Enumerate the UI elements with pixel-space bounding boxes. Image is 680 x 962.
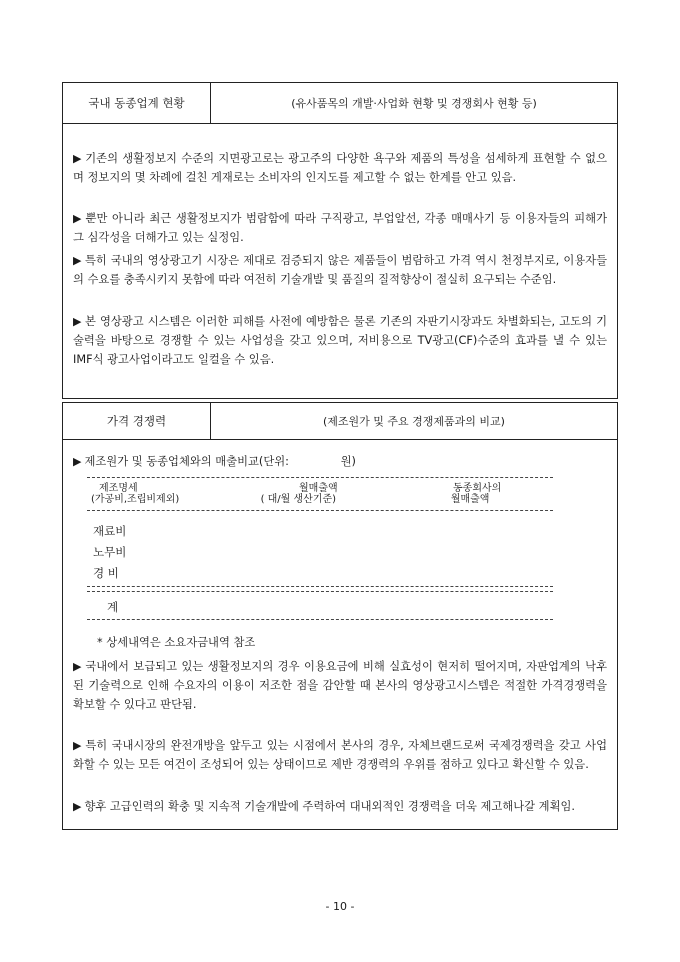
section-title: 국내 동종업계 현황 bbox=[63, 83, 211, 123]
paragraph-text: 기존의 생활정보지 수준의 지면광고로는 광고주의 다양한 욕구와 제품의 특성을 섬세하게 표현할 수 없으며 정보지의 몇 차례에 걸친 게재로는 소비자의 인지도를 제고할 수 없는 한계를 안고 있음. bbox=[73, 152, 607, 184]
bullet-triangle-icon: ▶ bbox=[73, 152, 83, 165]
section-header bbox=[63, 83, 617, 124]
table-row: 재료비 bbox=[93, 524, 127, 538]
table-row: 노무비 bbox=[93, 545, 127, 559]
section-price-competitiveness bbox=[62, 402, 618, 830]
table-rule bbox=[87, 586, 553, 587]
table-rule bbox=[87, 591, 553, 592]
paragraph-text: 특히 국내의 영상광고기 시장은 제대로 검증되지 않은 제품들이 범람하고 가격 역시 천정부지로, 이용자들의 수요를 충족시키지 못함에 따라 여전히 기술개발 및 품질의 질적향상이 절실히 요구되는 수준임. bbox=[73, 254, 607, 286]
bullet-triangle-icon: ▶ bbox=[73, 739, 83, 752]
column-header-line: 제조명세 bbox=[99, 483, 138, 494]
bullet-triangle-icon: ▶ bbox=[73, 212, 83, 225]
paragraph bbox=[73, 312, 607, 369]
section-domestic-industry bbox=[62, 82, 618, 399]
paragraph-text: 뿐만 아니라 최근 생활정보지가 범람함에 따라 구직광고, 부업알선, 각종 매매사기 등 이용자들의 피해가 그 심각성을 더해가고 있는 실정임. bbox=[73, 212, 607, 244]
bullet-triangle-icon: ▶ bbox=[73, 254, 82, 267]
table-rule bbox=[87, 477, 553, 478]
paragraph bbox=[73, 251, 607, 289]
paragraph bbox=[73, 657, 607, 714]
section-header bbox=[63, 403, 617, 440]
paragraph bbox=[73, 797, 607, 816]
section-note: (제조원가 및 주요 경쟁제품과의 비교) bbox=[323, 415, 505, 428]
paragraph-text: 국내에서 보급되고 있는 생활정보지의 경우 이용요금에 비해 실효성이 현저히 떨어지며, 자판업계의 낙후된 기술력으로 인해 수요자의 이용이 저조한 점을 감안할 때 본사의 영상광고시스템은 적절한 가격경쟁력을 확보할 수 있다고 판단됨. bbox=[73, 660, 607, 711]
column-header-line: ( 대/월 생산기준) bbox=[260, 494, 337, 505]
bullet-triangle-icon: ▶ bbox=[73, 660, 83, 673]
bullet-triangle-icon: ▶ bbox=[73, 315, 82, 328]
paragraph-text: 특히 국내시장의 완전개방을 앞두고 있는 시점에서 본사의 경우, 자체브랜드로써 국제경쟁력을 갖고 사업화할 수 있는 모든 여건이 조성되어 있는 상태이므로 제반 경쟁력의 우위를 점하고 있다고 확신할 수 있음. bbox=[73, 739, 607, 771]
column-header-line: (가공비,조립비제외) bbox=[91, 494, 180, 505]
column-header-competitor-sales bbox=[439, 483, 501, 505]
column-header-line: 월매출액 bbox=[450, 494, 490, 505]
table-caption bbox=[73, 453, 356, 469]
column-header-spec bbox=[91, 483, 179, 505]
column-header-line: 월매출액 bbox=[299, 483, 338, 494]
paragraph bbox=[73, 149, 607, 187]
paragraph-text: 향후 고급인력의 확충 및 지속적 기술개발에 주력하여 대내외적인 경쟁력을 더욱 제고해나갈 계획임. bbox=[84, 800, 575, 813]
paragraph-text: 본 영상광고 시스템은 이러한 피해를 사전에 예방함은 물론 기존의 자판기시장과도 차별화되는, 고도의 기술력을 바탕으로 경쟁할 수 있는 사업성을 갖고 있으며, 저비용으로 TV광고(CF)수준의 효과를 낼 수 있는 IMF식 광고사업이라고도 일컬을 수 있음. bbox=[73, 315, 607, 366]
table-rule bbox=[87, 510, 553, 511]
section-title: 가격 경쟁력 bbox=[63, 403, 211, 439]
table-title: 제조원가 및 동종업체와의 매출비교(단위: bbox=[84, 455, 289, 468]
bullet-triangle-icon: ▶ bbox=[73, 455, 82, 468]
footnote: * 상세내역은 소요자금내역 참조 bbox=[97, 636, 256, 649]
page-number: - 10 - bbox=[325, 900, 355, 913]
table-total-row: 계 bbox=[107, 600, 119, 614]
table-row: 경 비 bbox=[93, 566, 119, 580]
column-header-line: 동종회사의 bbox=[453, 483, 502, 494]
table-rule bbox=[87, 619, 553, 620]
column-header-monthly-sales bbox=[259, 483, 338, 505]
paragraph bbox=[73, 736, 607, 774]
table-unit: 원) bbox=[340, 455, 356, 468]
bullet-triangle-icon: ▶ bbox=[73, 800, 82, 813]
section-note: (유사품목의 개발·사업화 현황 및 경쟁회사 현황 등) bbox=[291, 97, 537, 110]
paragraph bbox=[73, 209, 607, 247]
